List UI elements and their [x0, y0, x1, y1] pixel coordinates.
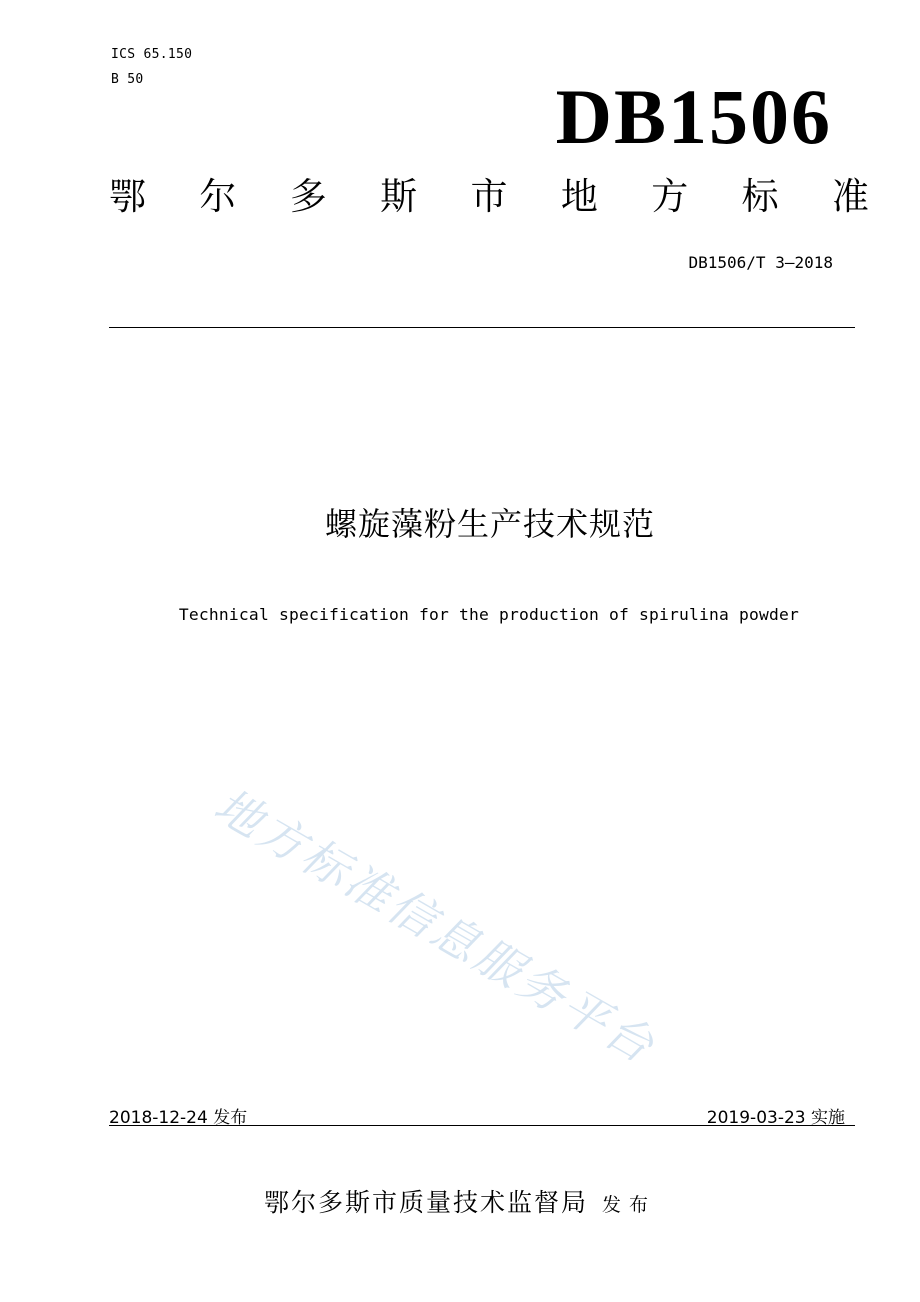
footer-divider — [109, 1125, 855, 1126]
standard-type-char: 标 — [741, 175, 779, 218]
standard-type-char: 市 — [470, 175, 508, 218]
issue-date: 2018-12-24 发布 — [109, 1108, 248, 1128]
standard-type-char: 尔 — [199, 175, 237, 218]
document-title-english: Technical specification for the production of spirulina powder — [178, 605, 800, 624]
standard-type-heading — [109, 175, 869, 218]
standard-type-char: 方 — [651, 175, 689, 218]
implementation-date: 2019-03-23 实施 — [706, 1108, 845, 1128]
document-title-chinese: 螺旋藻粉生产技术规范 — [324, 505, 655, 543]
ics-code: ICS 65.150 — [111, 47, 193, 62]
standard-type-char: 地 — [560, 175, 598, 218]
header-divider — [109, 327, 855, 328]
issuer-line — [0, 1183, 920, 1219]
standard-type-char: 多 — [289, 175, 327, 218]
standard-type-char: 斯 — [380, 175, 418, 218]
issuer-name: 鄂尔多斯市质量技术监督局 — [263, 1188, 588, 1217]
issuer-action: 发布 — [602, 1194, 657, 1216]
standard-type-char: 鄂 — [109, 175, 146, 218]
ccs-code: B 50 — [111, 72, 144, 87]
standard-type-char: 准 — [832, 175, 869, 218]
watermark: 地方标准信息服务平台 — [205, 777, 666, 1075]
standard-number: DB1506/T 3—2018 — [688, 253, 833, 272]
standard-code-logo: DB1506 — [555, 73, 832, 160]
